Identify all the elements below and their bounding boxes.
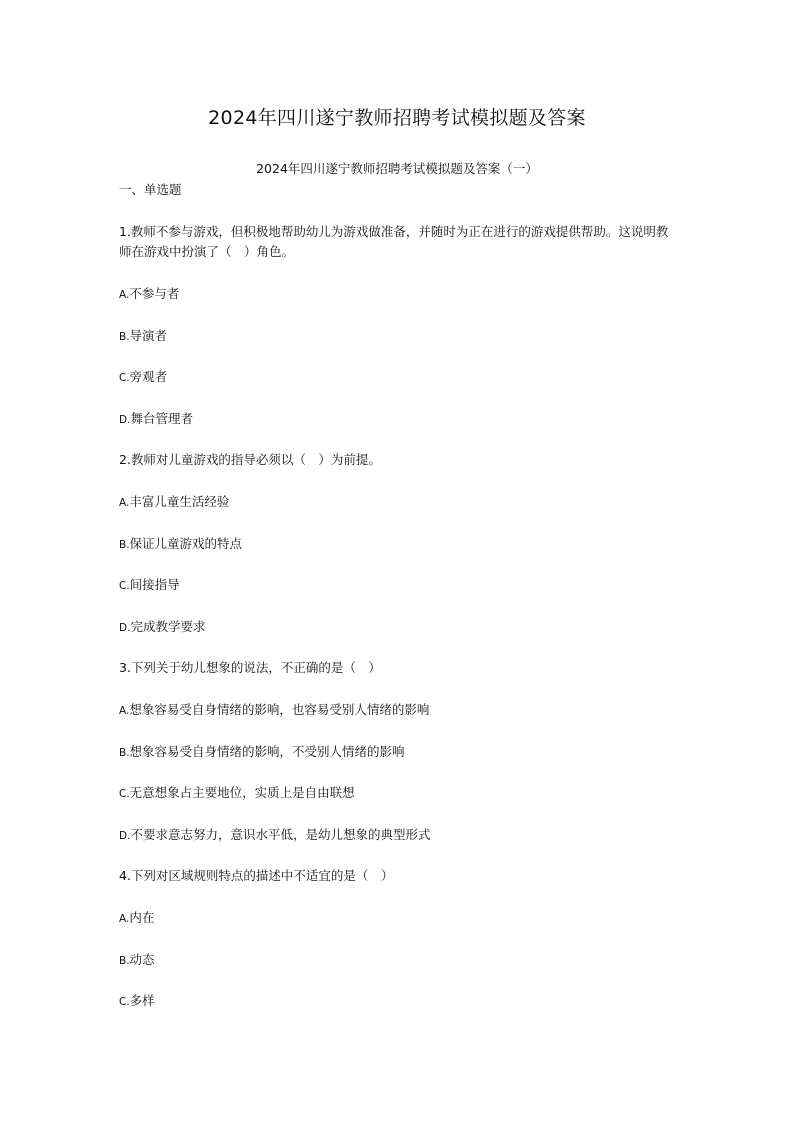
question-list [119, 222, 679, 1033]
option-text: 旁观者 [129, 369, 168, 385]
section-heading: 一、单选题 [119, 182, 182, 197]
question-4-option-b [119, 950, 679, 970]
question-2-option-a [119, 492, 679, 512]
option-letter: D. [119, 621, 131, 634]
question-4-option-a [119, 908, 679, 928]
question-3-option-c [119, 783, 679, 803]
option-letter: B. [119, 954, 130, 967]
question-3-option-d [119, 825, 679, 845]
question-1-option-a [119, 284, 679, 304]
question-4-option-c [119, 991, 679, 1011]
option-text: 舞台管理者 [130, 410, 193, 426]
option-text: 丰富儿童生活经验 [129, 493, 230, 509]
option-text: 间接指导 [129, 577, 180, 593]
option-text: 内在 [129, 909, 155, 925]
question-4-text: 4.下列对区域规则特点的描述中不适宜的是（ ） [119, 868, 394, 884]
option-letter: B. [119, 746, 130, 759]
question-block-2 [119, 450, 679, 636]
question-block-3 [119, 658, 679, 844]
option-text: 想象容易受自身情绪的影响，也容易受别人情绪的影响 [129, 701, 430, 717]
question-3-option-b [119, 742, 679, 762]
question-3-option-a [119, 700, 679, 720]
option-text: 想象容易受自身情绪的影响，不受别人情绪的影响 [129, 743, 405, 759]
option-letter: B. [119, 538, 130, 551]
document-subtitle: 2024年四川遂宁教师招聘考试模拟题及答案（一） [256, 161, 538, 176]
option-letter: B. [119, 330, 130, 343]
question-2-option-b [119, 534, 679, 554]
option-text: 完成教学要求 [130, 618, 206, 634]
question-block-1 [119, 222, 679, 429]
option-text: 导演者 [129, 327, 168, 343]
question-2-option-d [119, 617, 679, 637]
option-letter: C. [119, 372, 130, 385]
question-1-option-b [119, 326, 679, 346]
document-title: 2024年四川遂宁教师招聘考试模拟题及答案 [208, 107, 586, 129]
question-1-text: 1.教师不参与游戏，但积极地帮助幼儿为游戏做准备，并随时为正在进行的游戏提供帮助。这说明教师在游戏中扮演了（ ）角色。 [119, 224, 669, 259]
question-3-text: 3.下列关于幼儿想象的说法，不正确的是（ ） [119, 660, 381, 676]
question-block-4 [119, 866, 679, 1011]
question-1-option-d [119, 409, 679, 429]
option-text: 动态 [129, 951, 155, 967]
option-letter: C. [119, 996, 130, 1009]
question-2-option-c [119, 575, 679, 595]
option-letter: A. [119, 289, 130, 301]
option-text: 不要求意志努力，意识水平低，是幼儿想象的典型形式 [130, 826, 431, 842]
question-1-option-c [119, 367, 679, 387]
option-text: 不参与者 [129, 286, 180, 301]
option-letter: C. [119, 788, 130, 801]
option-letter: A. [119, 704, 130, 717]
option-letter: C. [119, 580, 130, 593]
option-letter: D. [119, 829, 131, 842]
option-letter: A. [119, 912, 130, 925]
option-text: 无意想象占主要地位，实质上是自由联想 [129, 785, 355, 801]
question-2-text: 2.教师对儿童游戏的指导必须以（ ）为前提。 [119, 452, 381, 468]
option-text: 保证儿童游戏的特点 [129, 535, 243, 551]
option-letter: D. [119, 413, 131, 426]
option-letter: A. [119, 496, 130, 509]
option-text: 多样 [129, 993, 155, 1009]
